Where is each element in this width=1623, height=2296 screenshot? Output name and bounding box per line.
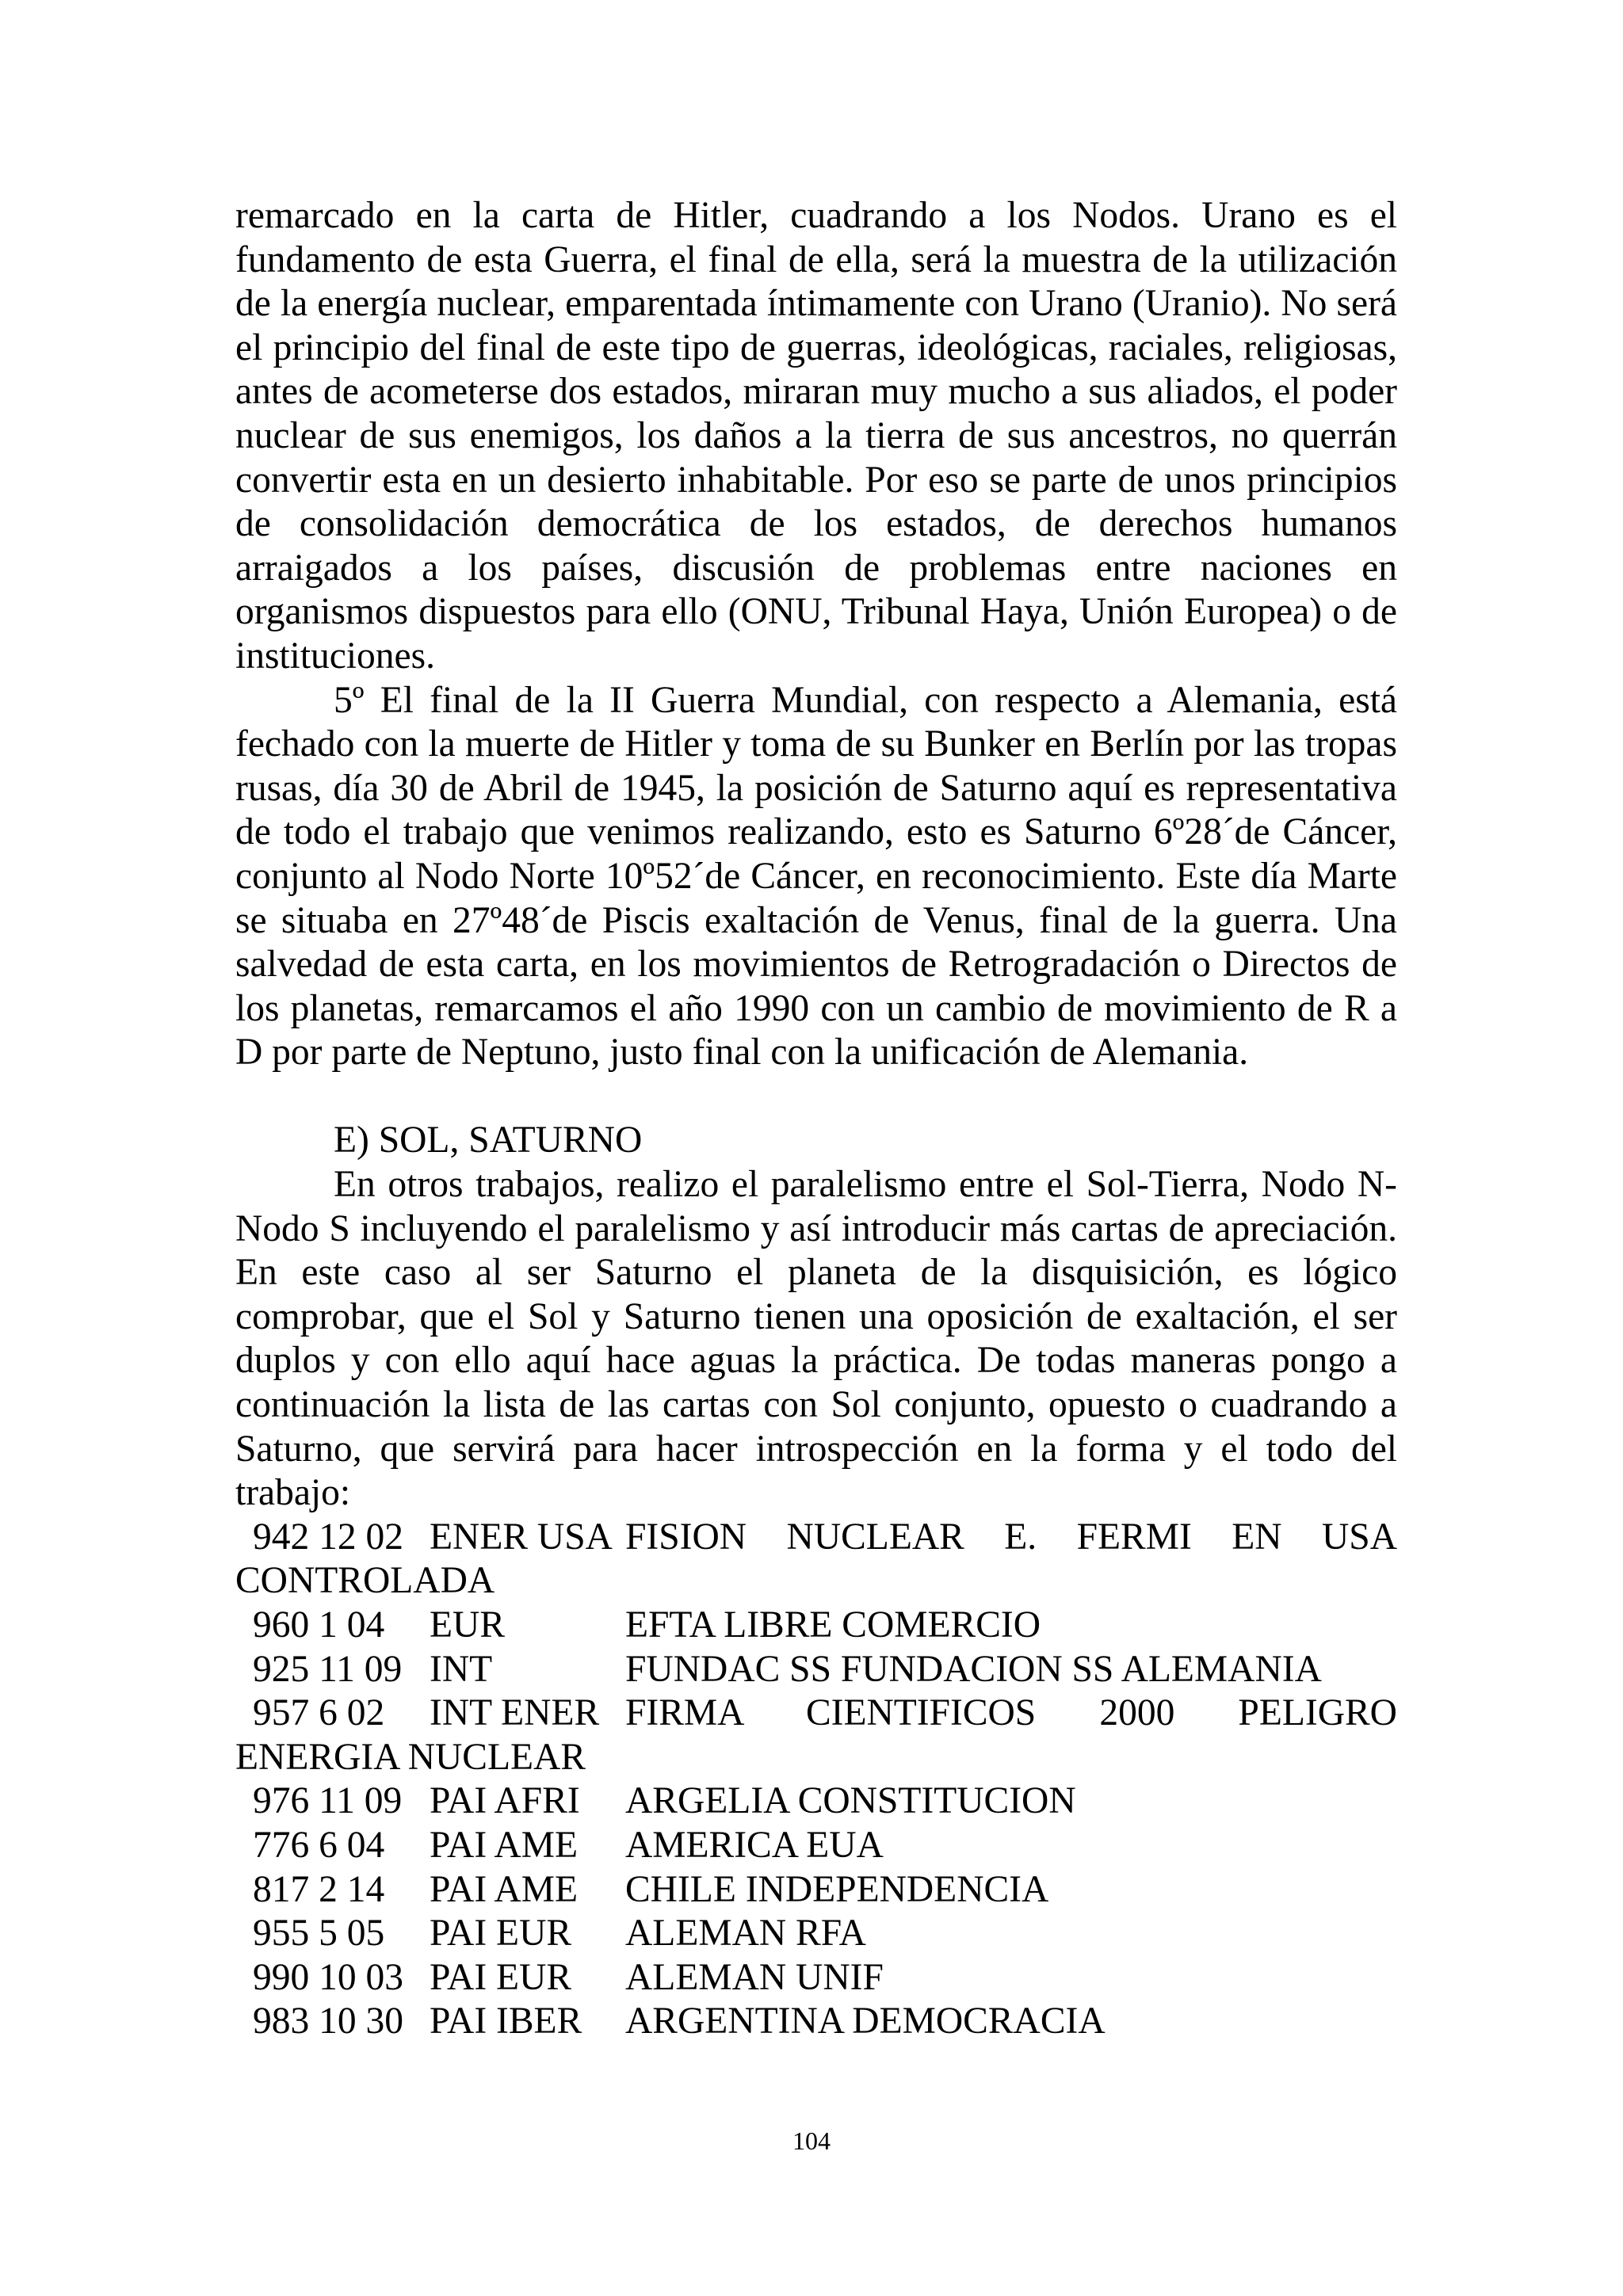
record-code: 976 11 09	[253, 1780, 403, 1822]
record-code: 817 2 14	[253, 1868, 385, 1910]
record-category: PAI IBER	[430, 2000, 582, 2042]
list-item	[235, 1691, 1397, 1779]
record-category: ENER USA	[430, 1516, 613, 1558]
list-item	[235, 1604, 1397, 1648]
record-category: EUR	[430, 1604, 505, 1646]
list-item	[235, 2000, 1397, 2044]
record-code: 983 10 30	[253, 2000, 403, 2042]
record-description: EFTA LIBRE COMERCIO	[625, 1604, 1041, 1646]
record-description: CHILE INDEPENDENCIA	[625, 1868, 1049, 1910]
record-category: INT	[430, 1648, 493, 1690]
list-item	[235, 1912, 1397, 1956]
record-code: 960 1 04	[253, 1604, 385, 1646]
record-category: PAI EUR	[430, 1913, 572, 1955]
record-description: AMERICA EUA	[625, 1824, 884, 1866]
record-code: 776 6 04	[253, 1824, 385, 1866]
list-item	[235, 1516, 1397, 1604]
section-heading: E) SOL, SATURNO	[334, 1119, 643, 1161]
record-category: PAI AME	[430, 1868, 578, 1910]
list-item	[235, 1648, 1397, 1692]
list-item	[235, 1868, 1397, 1913]
body-paragraph: remarcado en la carta de Hitler, cuadrando a los Nodos. Urano es el fundamento de esta Guerra, el final de ella, será la muestra de la utilización de la energía nuclear, emparentada íntimamente con Urano (Uranio). No será el principio del final de este tipo de guerras, ideológicas, raciales, religiosas, antes de acometerse dos estados, miraran muy mucho a sus aliados, el poder nuclear de sus enemigos, los daños a la tierra de sus ancestros, no querrán convertir esta en un desierto inhabitable. Por eso se parte de unos principios de consolidación democrática de los estados, de derechos humanos arraigados a los países, discusión de problemas entre naciones en organismos dispuestos para ello (ONU, Tribunal Haya, Unión Europea) o de instituciones.	[235, 195, 1397, 677]
body-paragraph: 5º El final de la II Guerra Mundial, con respecto a Alemania, está fechado con la muerte de Hitler y toma de su Bunker en Berlín por las tropas rusas, día 30 de Abril de 1945, la posición de Saturno aquí es representativa de todo el trabajo que venimos realizando, esto es Saturno 6º28´de Cáncer, conjunto al Nodo Norte 10º52´de Cáncer, en reconocimiento. Este día Marte se situaba en 27º48´de Piscis exaltación de Venus, final de la guerra. Una salvedad de esta carta, en los movimientos de Retrogradación o Directos de los planetas, remarcamos el año 1990 con un cambio de movimiento de R a D por parte de Neptuno, justo final con la unificación de Alemania.	[235, 679, 1397, 1074]
record-category: PAI EUR	[430, 1956, 572, 1998]
paragraph-gap	[235, 1075, 1397, 1119]
record-description: ALEMAN UNIF	[625, 1956, 884, 1998]
record-description-continued: ENERGIA NUCLEAR	[235, 1736, 586, 1778]
record-category: INT ENER	[430, 1692, 600, 1734]
page-content	[235, 194, 1397, 2044]
record-description: FISION NUCLEAR E. FERMI EN USA	[625, 1516, 1397, 1558]
list-item	[235, 1779, 1397, 1824]
page-number: 104	[792, 2126, 831, 2155]
record-description: ARGENTINA DEMOCRACIA	[625, 2000, 1106, 2042]
record-code: 955 5 05	[253, 1913, 385, 1955]
record-code: 942 12 02	[253, 1516, 403, 1558]
record-category: PAI AME	[430, 1824, 578, 1866]
record-description: FUNDAC SS FUNDACION SS ALEMANIA	[625, 1648, 1322, 1690]
body-paragraph: En otros trabajos, realizo el paralelismo entre el Sol-Tierra, Nodo N-Nodo S incluyendo el paralelismo y así introducir más cartas de apreciación. En este caso al ser Saturno el planeta de la disquisición, es lógico comprobar, que el Sol y Saturno tienen una oposición de exaltación, el ser duplos y con ello aquí hace aguas la práctica. De todas maneras pongo a continuación la lista de las cartas con Sol conjunto, opuesto o cuadrando a Saturno, que servirá para hacer introspección en la forma y el todo del trabajo:	[235, 1164, 1397, 1514]
record-category: PAI AFRI	[430, 1780, 580, 1822]
record-description: ALEMAN RFA	[625, 1913, 866, 1955]
record-description-continued: CONTROLADA	[235, 1560, 495, 1602]
record-description: FIRMA CIENTIFICOS 2000 PELIGRO	[625, 1692, 1397, 1734]
record-code: 925 11 09	[253, 1648, 403, 1690]
record-code: 957 6 02	[253, 1692, 385, 1734]
chart-list	[235, 1516, 1397, 2044]
record-code: 990 10 03	[253, 1956, 403, 1998]
list-item	[235, 1956, 1397, 2000]
record-description: ARGELIA CONSTITUCION	[625, 1780, 1076, 1822]
list-item	[235, 1824, 1397, 1868]
